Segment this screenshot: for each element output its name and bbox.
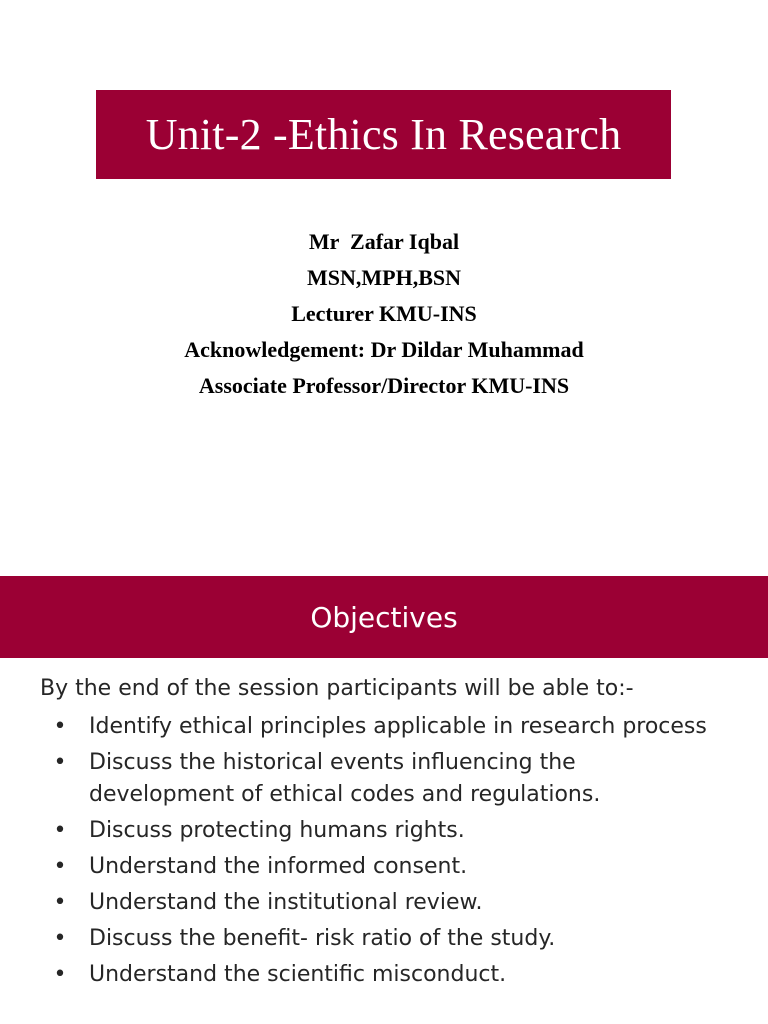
objectives-intro: By the end of the session participants will be able to:- bbox=[40, 676, 634, 701]
title-banner bbox=[96, 90, 671, 179]
bullet-icon: • bbox=[53, 890, 67, 915]
acknowledgement: Acknowledgement: Dr Dildar Muhammad bbox=[184, 337, 584, 362]
list-item bbox=[0, 747, 768, 811]
bullet-icon: • bbox=[53, 962, 67, 987]
list-item bbox=[0, 887, 768, 919]
list-item-text: Understand the scientific misconduct. bbox=[89, 962, 507, 987]
objectives-list bbox=[0, 711, 768, 995]
author-name: Mr Zafar Iqbal bbox=[308, 229, 460, 254]
bullet-icon: • bbox=[53, 926, 67, 951]
list-item bbox=[0, 959, 768, 991]
list-item-text: Discuss protecting humans rights. bbox=[89, 818, 465, 843]
bullet-icon: • bbox=[53, 818, 67, 843]
acknowledgement-position: Associate Professor/Director KMU-INS bbox=[198, 373, 570, 398]
list-item-text: Understand the institutional review. bbox=[89, 890, 483, 915]
list-item bbox=[0, 711, 768, 743]
slide-objectives bbox=[0, 576, 768, 1024]
list-item-text: Identify ethical principles applicable in research process bbox=[89, 714, 707, 739]
list-item bbox=[0, 851, 768, 883]
list-item-text: Discuss the benefit- risk ratio of the study. bbox=[89, 926, 556, 951]
bullet-icon: • bbox=[53, 854, 67, 879]
list-item-text: Understand the informed consent. bbox=[89, 854, 468, 879]
author-degrees: MSN,MPH,BSN bbox=[307, 265, 461, 290]
bullet-icon: • bbox=[53, 750, 67, 775]
author-position: Lecturer KMU-INS bbox=[291, 301, 477, 326]
objectives-title: Objectives bbox=[310, 600, 458, 634]
list-item bbox=[0, 923, 768, 955]
objectives-header bbox=[0, 576, 768, 658]
list-item bbox=[0, 815, 768, 847]
bullet-icon: • bbox=[53, 714, 67, 739]
list-item-text: Discuss the historical events influencing the development of ethical codes and regulations. bbox=[89, 750, 601, 807]
author-block bbox=[0, 224, 768, 404]
slide-title-text: Unit-2 -Ethics In Research bbox=[145, 110, 622, 159]
